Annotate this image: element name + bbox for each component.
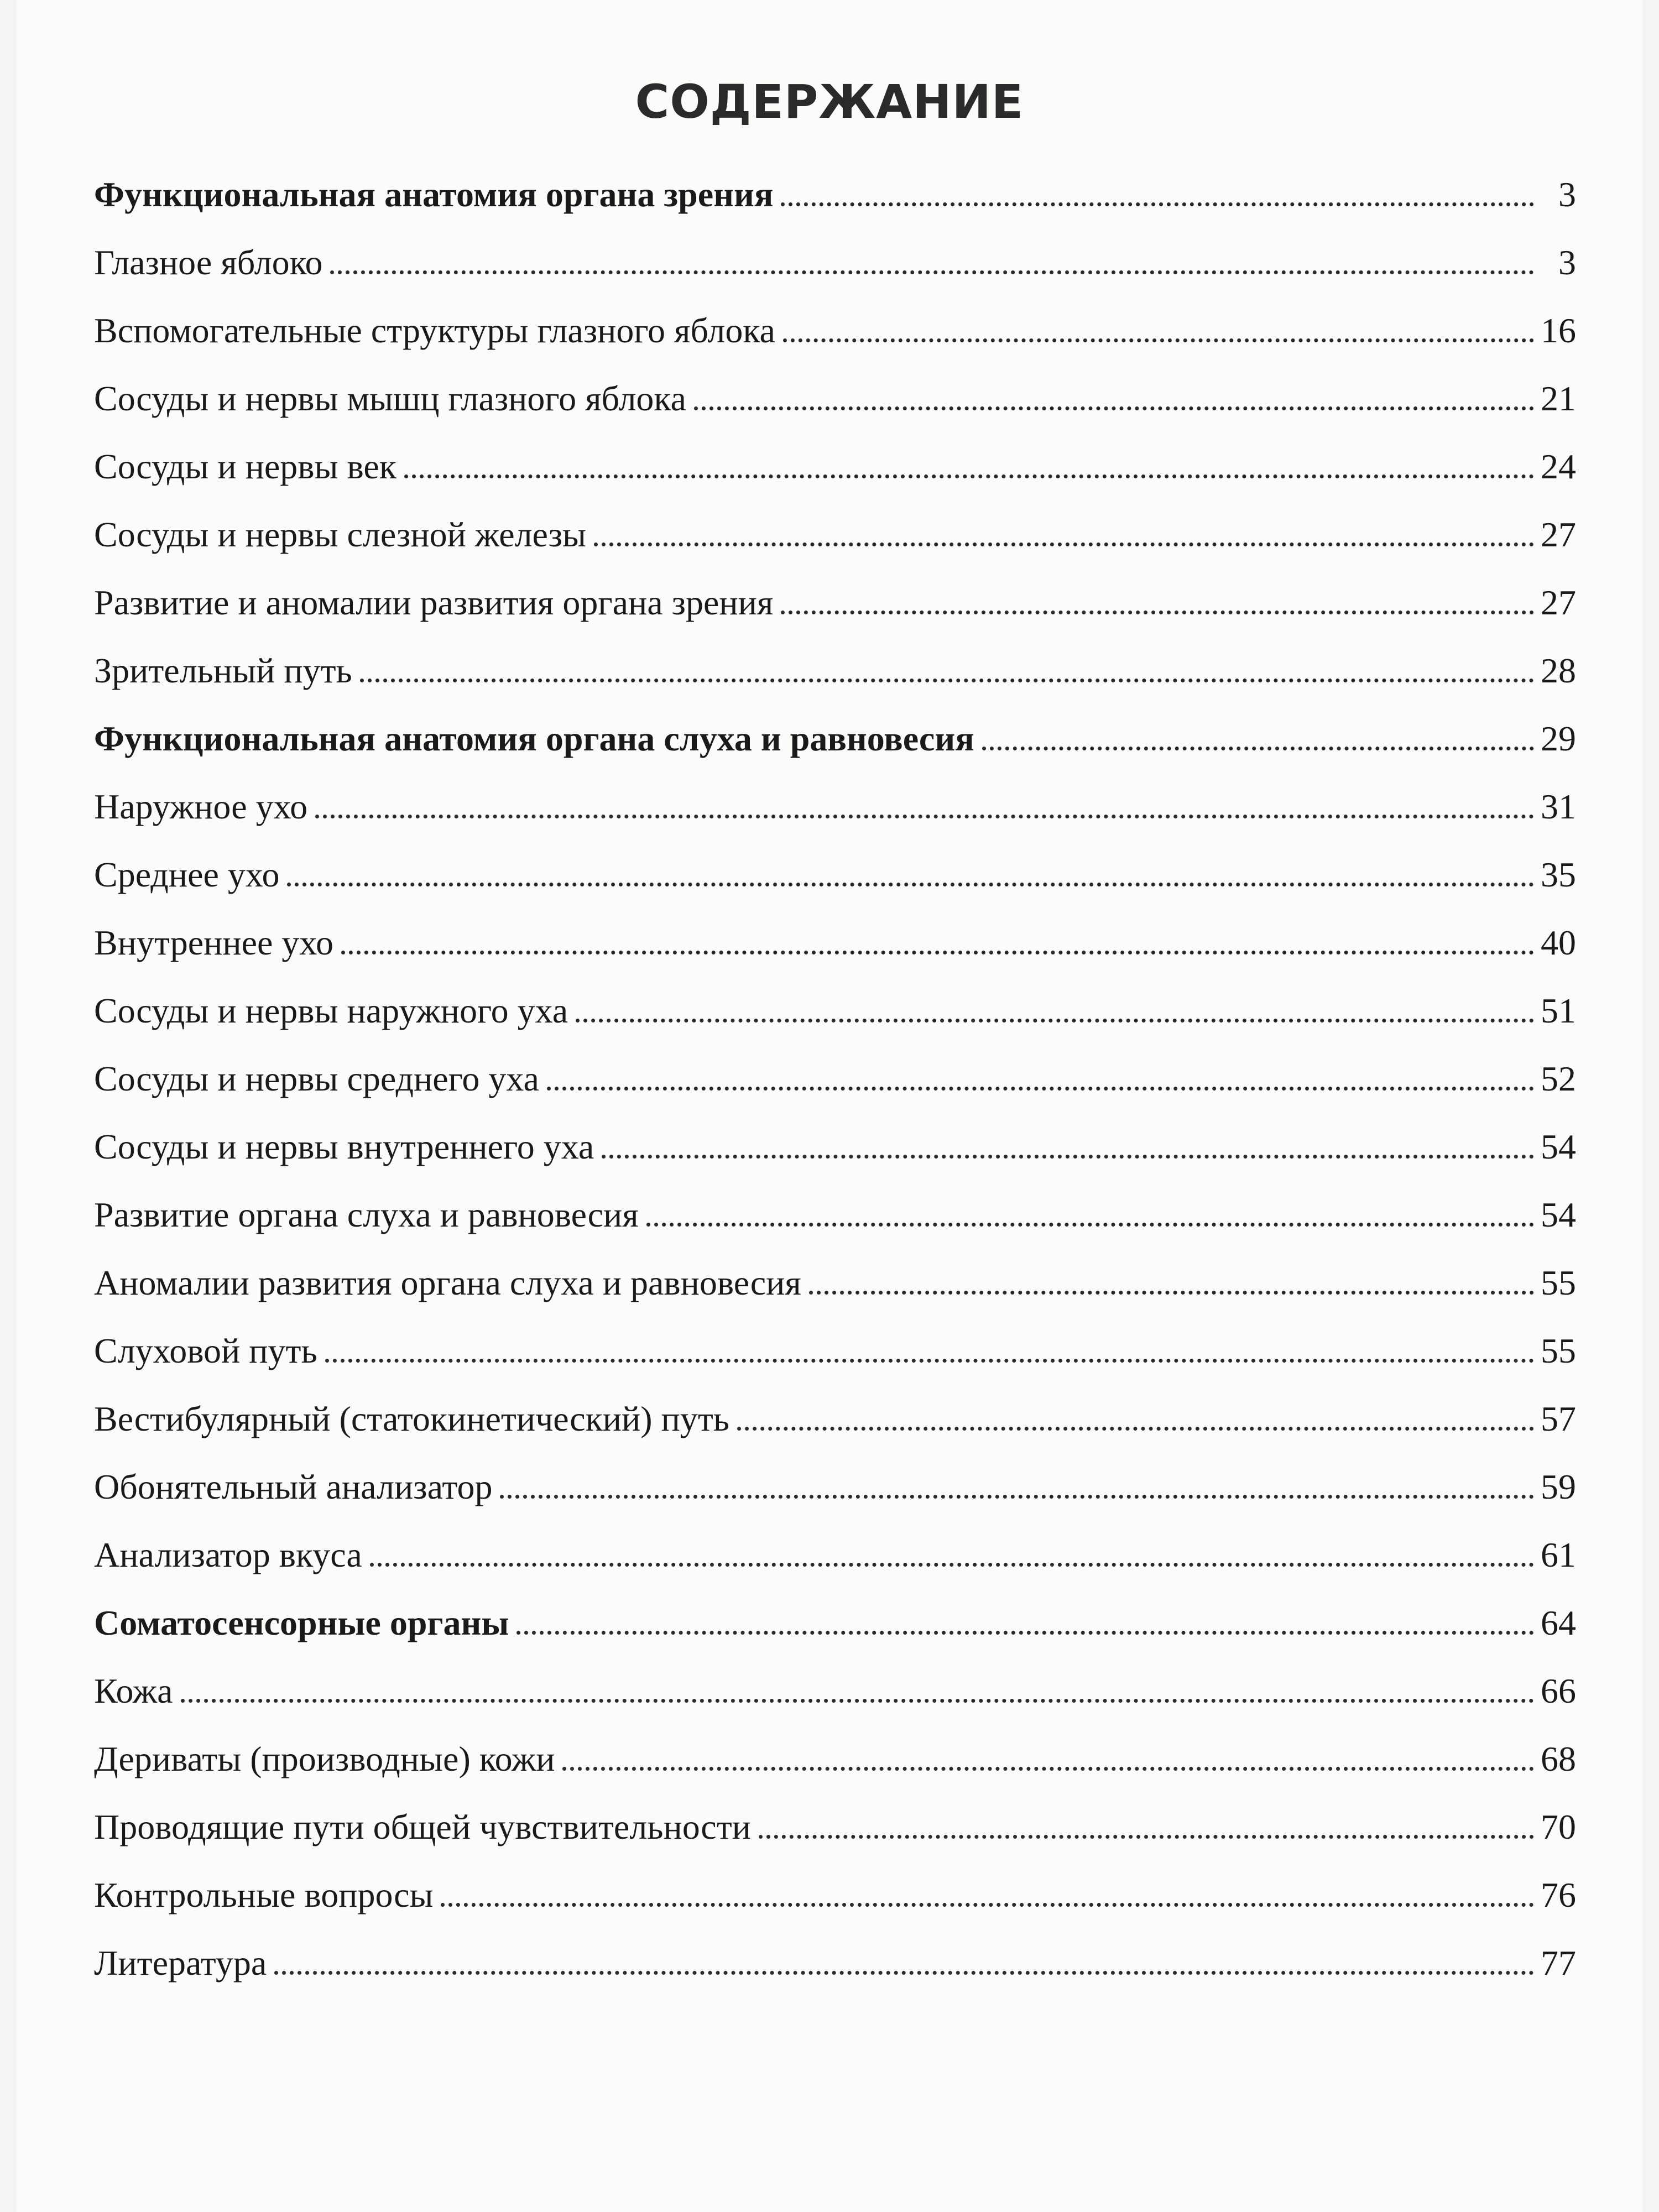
toc-entry <box>94 1521 1576 1589</box>
toc-entry-page-number: 77 <box>1541 1943 1576 1983</box>
toc-entry-page-number: 3 <box>1558 243 1576 282</box>
toc-entry-page-number: 35 <box>1541 855 1576 894</box>
dot-leader <box>330 270 1534 274</box>
toc-entry <box>94 909 1576 977</box>
toc-entry-page-number: 28 <box>1541 651 1576 690</box>
toc-entry-title: Сосуды и нервы слезной железы <box>94 515 586 554</box>
toc-entry-title: Проводящие пути общей чувствительности <box>94 1807 751 1846</box>
dot-leader <box>646 1223 1534 1227</box>
toc-entry-title: Обонятельный анализатор <box>94 1467 493 1506</box>
toc-entry-title: Сосуды и нервы мышц глазного яблока <box>94 379 686 418</box>
toc-entry-title: Сосуды и нервы среднего уха <box>94 1059 539 1098</box>
toc-entry <box>94 977 1576 1045</box>
toc-entry-title: Сосуды и нервы наружного уха <box>94 991 568 1030</box>
toc-entry <box>94 296 1576 364</box>
dot-leader <box>404 474 1534 478</box>
toc-entry <box>94 364 1576 432</box>
toc-entry-page-number: 55 <box>1541 1331 1576 1370</box>
dot-leader <box>602 1155 1534 1159</box>
toc-entry-page-number: 57 <box>1541 1399 1576 1438</box>
dot-leader <box>500 1495 1534 1499</box>
toc-entry <box>94 1929 1576 1997</box>
dot-leader <box>781 611 1534 614</box>
toc-entry-page-number: 29 <box>1541 719 1576 758</box>
toc-section-entry <box>94 1589 1576 1657</box>
toc-entry-page-number: 55 <box>1541 1263 1576 1302</box>
dot-leader <box>547 1087 1534 1091</box>
toc-entry-page-number: 68 <box>1541 1739 1576 1778</box>
toc-entry <box>94 1861 1576 1929</box>
dot-leader <box>441 1903 1534 1907</box>
toc-entry <box>94 1725 1576 1793</box>
toc-entry-title: Наружное ухо <box>94 787 308 826</box>
toc-entry-page-number: 61 <box>1541 1535 1576 1574</box>
toc-entry-page-number: 52 <box>1541 1059 1576 1098</box>
toc-entry-title: Соматосенсорные органы <box>94 1603 509 1642</box>
toc-entry-page-number: 54 <box>1541 1127 1576 1166</box>
toc-entry <box>94 1249 1576 1317</box>
page-title: СОДЕРЖАНИЕ <box>635 75 1024 129</box>
toc-entry <box>94 1181 1576 1249</box>
toc-entry-title: Развитие органа слуха и равновесия <box>94 1195 639 1234</box>
toc-entry-title: Дериваты (производные) кожи <box>94 1739 555 1778</box>
toc-entry-title: Развитие и аномалии развития органа зрения <box>94 583 774 622</box>
dot-leader <box>360 679 1534 682</box>
toc-entry <box>94 1453 1576 1521</box>
toc-section-entry <box>94 160 1576 228</box>
toc-entry-page-number: 27 <box>1541 515 1576 554</box>
toc-entry-title: Сосуды и нервы век <box>94 447 397 486</box>
table-of-contents <box>94 160 1576 1997</box>
dot-leader <box>781 202 1534 206</box>
toc-entry-title: Аномалии развития органа слуха и равновесия <box>94 1263 801 1302</box>
dot-leader <box>181 1699 1534 1703</box>
toc-entry-page-number: 54 <box>1541 1195 1576 1234</box>
dot-leader <box>325 1359 1534 1363</box>
toc-entry-title: Контрольные вопросы <box>94 1875 434 1914</box>
dot-leader <box>517 1631 1534 1635</box>
dot-leader <box>370 1563 1534 1567</box>
dot-leader <box>783 338 1534 342</box>
toc-entry-page-number: 24 <box>1541 447 1576 486</box>
toc-entry-title: Литература <box>94 1943 267 1983</box>
toc-entry-page-number: 40 <box>1541 923 1576 962</box>
toc-entry <box>94 637 1576 705</box>
toc-entry-title: Вестибулярный (статокинетический) путь <box>94 1399 729 1438</box>
dot-leader <box>982 747 1534 750</box>
toc-entry <box>94 773 1576 841</box>
toc-entry <box>94 1385 1576 1453</box>
toc-entry-page-number: 59 <box>1541 1467 1576 1506</box>
dot-leader <box>594 542 1534 546</box>
toc-entry <box>94 1113 1576 1181</box>
toc-entry <box>94 1657 1576 1725</box>
toc-entry <box>94 841 1576 909</box>
toc-entry-page-number: 70 <box>1541 1807 1576 1846</box>
toc-entry-page-number: 31 <box>1541 787 1576 826</box>
toc-entry <box>94 1045 1576 1113</box>
toc-entry-title: Сосуды и нервы внутреннего уха <box>94 1127 594 1166</box>
toc-entry-title: Слуховой путь <box>94 1331 317 1370</box>
toc-entry-title: Анализатор вкуса <box>94 1535 362 1574</box>
toc-entry-page-number: 66 <box>1541 1671 1576 1710</box>
toc-entry <box>94 500 1576 568</box>
toc-entry <box>94 1317 1576 1385</box>
dot-leader <box>694 406 1534 410</box>
toc-section-entry <box>94 705 1576 773</box>
toc-entry-page-number: 27 <box>1541 583 1576 622</box>
dot-leader <box>576 1019 1534 1022</box>
dot-leader <box>809 1291 1534 1295</box>
toc-entry-page-number: 64 <box>1541 1603 1576 1642</box>
toc-entry-page-number: 76 <box>1541 1875 1576 1914</box>
toc-entry-page-number: 16 <box>1541 311 1576 350</box>
dot-leader <box>737 1427 1534 1431</box>
toc-entry <box>94 568 1576 637</box>
dot-leader <box>287 883 1534 886</box>
toc-entry-page-number: 3 <box>1558 175 1576 214</box>
dot-leader <box>274 1971 1534 1975</box>
toc-entry <box>94 1793 1576 1861</box>
toc-entry-title: Вспомогательные структуры глазного яблока <box>94 311 775 350</box>
toc-entry-title: Кожа <box>94 1671 173 1710</box>
toc-entry-page-number: 51 <box>1541 991 1576 1030</box>
toc-entry <box>94 228 1576 296</box>
dot-leader <box>759 1835 1534 1839</box>
toc-entry-title: Глазное яблоко <box>94 243 323 282</box>
toc-entry-title: Функциональная анатомия органа слуха и равновесия <box>94 719 974 758</box>
toc-entry-title: Зрительный путь <box>94 651 352 690</box>
toc-entry-page-number: 21 <box>1541 379 1576 418</box>
toc-entry <box>94 432 1576 500</box>
toc-entry-title: Функциональная анатомия органа зрения <box>94 175 774 214</box>
dot-leader <box>341 951 1534 954</box>
dot-leader <box>315 815 1534 818</box>
toc-entry-title: Среднее ухо <box>94 855 280 894</box>
toc-entry-title: Внутреннее ухо <box>94 923 333 962</box>
dot-leader <box>562 1767 1534 1771</box>
